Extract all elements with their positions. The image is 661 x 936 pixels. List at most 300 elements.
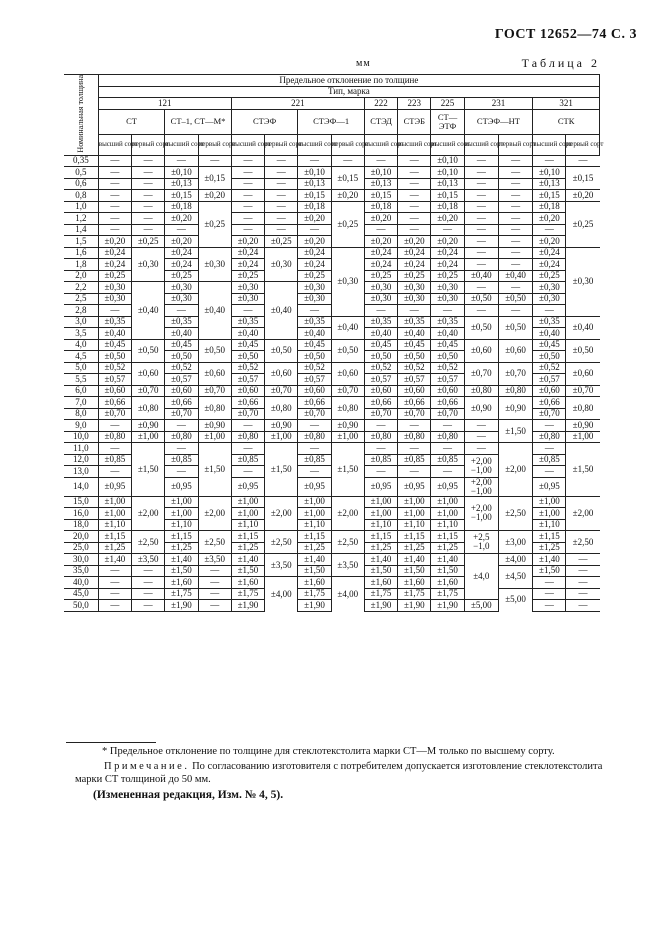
tolerance-cell: ±4,00 [498, 554, 532, 566]
tolerance-cell: ±1,90 [231, 600, 264, 612]
tolerance-cell: ±1,50 [566, 443, 600, 497]
mark-name: СТК [533, 109, 600, 134]
tolerance-cell: ±0,10 [431, 155, 464, 167]
tolerance-cell: — [464, 431, 498, 443]
tolerance-cell: ±1,00 [331, 431, 364, 443]
tolerance-cell: ±0,80 [398, 431, 431, 443]
tolerance-cell: ±0,50 [198, 339, 231, 362]
tolerance-cell: — [231, 178, 264, 190]
tolerance-cell: ±0,24 [298, 259, 331, 271]
tolerance-cell: — [464, 155, 498, 167]
tolerance-cell: ±1,00 [364, 508, 397, 520]
tolerance-cell: ±0,57 [165, 374, 198, 386]
tolerance-cell: ±1,00 [431, 508, 464, 520]
grade-label: высший сорт [298, 134, 331, 155]
table-row [64, 167, 600, 179]
tolerance-cell: ±0,30 [398, 282, 431, 294]
tolerance-cell: ±2,50 [566, 531, 600, 554]
tolerance-cell: ±1,00 [265, 431, 298, 443]
tolerance-cell: ±0,10 [165, 167, 198, 179]
tolerance-cell: — [132, 224, 165, 236]
thickness-cell: 8,0 [64, 408, 98, 420]
tolerance-cell: ±1,50 [231, 565, 264, 577]
tolerance-cell: ±0,95 [431, 477, 464, 496]
tolerance-cell: ±0,50 [98, 351, 131, 363]
tolerance-cell: ±0,25 [165, 270, 198, 282]
tolerance-cell: — [98, 224, 131, 236]
tolerance-cell: ±1,10 [398, 519, 431, 531]
tolerance-cell: ±0,35 [398, 316, 431, 328]
footnote: * Предельное отклонение по толщине для стеклотекстолита марки СТ—М только по высшему сорту. [102, 746, 555, 757]
note-label: Примечание. [104, 761, 190, 772]
tolerance-cell: ±0,24 [398, 247, 431, 259]
tolerance-cell: ±2,50 [498, 496, 532, 531]
tolerance-cell: ±0,70 [198, 385, 231, 397]
tolerance-cell: — [265, 178, 298, 190]
tolerance-cell: ±0,40 [364, 328, 397, 340]
tolerance-cell: ±0,10 [364, 167, 397, 179]
tolerance-cell: ±0,60 [331, 362, 364, 385]
tolerance-cell: — [431, 466, 464, 478]
tolerance-cell: ±0,85 [431, 454, 464, 466]
tolerance-cell: ±0,24 [364, 259, 397, 271]
tolerance-cell: ±0,20 [298, 213, 331, 225]
tolerance-cell: ±1,50 [298, 565, 331, 577]
tolerance-cell: ±1,50 [533, 565, 566, 577]
tolerance-cell: ±1,75 [364, 588, 397, 600]
tolerance-cell: ±0,66 [231, 397, 264, 409]
tolerance-cell: ±0,35 [98, 316, 131, 328]
tolerance-cell: ±1,00 [566, 431, 600, 443]
tolerance-cell: ±0,45 [398, 339, 431, 351]
table-row [64, 443, 600, 455]
thickness-cell: 12,0 [64, 454, 98, 466]
tolerance-cell: ±0,57 [298, 374, 331, 386]
tolerance-cell: — [398, 155, 431, 167]
tolerance-cell: ±1,15 [533, 531, 566, 543]
tolerance-cell: ±0,25 [331, 201, 364, 247]
thickness-cell: 2,2 [64, 282, 98, 294]
tolerance-cell: ±0,10 [533, 167, 566, 179]
tolerance-cell: — [464, 420, 498, 432]
tolerance-cell: ±0,25 [198, 201, 231, 247]
table-row [64, 531, 600, 543]
tolerance-cell: ±0,20 [566, 190, 600, 202]
tolerance-cell: ±0,30 [533, 282, 566, 294]
tolerance-cell: ±0,52 [165, 362, 198, 374]
tolerance-cell: ±2,00 [198, 496, 231, 531]
tolerance-cell: — [98, 190, 131, 202]
tolerance-cell: ±0,66 [398, 397, 431, 409]
tolerance-cell: — [98, 178, 131, 190]
table-row [64, 385, 600, 397]
tolerance-cell: — [132, 213, 165, 225]
tolerance-cell: — [464, 213, 498, 225]
tolerance-cell: — [132, 167, 165, 179]
tolerance-cell: ±0,52 [533, 362, 566, 374]
tolerance-cell: ±0,50 [498, 293, 532, 305]
thickness-cell: 15,0 [64, 496, 98, 508]
tolerance-cell: ±0,52 [431, 362, 464, 374]
tolerance-cell: ±0,30 [98, 293, 131, 305]
tolerance-cell: ±0,66 [431, 397, 464, 409]
tolerance-cell: ±0,25 [364, 270, 397, 282]
tolerance-cell: — [498, 236, 532, 248]
tolerance-cell: ±0,20 [364, 236, 397, 248]
thickness-cell: 3,0 [64, 316, 98, 328]
tolerance-cell: — [231, 466, 264, 478]
grade-label: первый сорт [132, 134, 165, 155]
tolerance-cell: ±1,50 [331, 443, 364, 497]
tolerance-cell: ±1,40 [165, 554, 198, 566]
tolerance-cell: ±0,90 [498, 397, 532, 420]
tolerance-table [64, 74, 604, 612]
tolerance-cell: ±1,00 [364, 496, 397, 508]
tolerance-cell: ±0,30 [398, 293, 431, 305]
grade-label: первый сорт [331, 134, 364, 155]
tolerance-cell: ±1,60 [364, 577, 397, 589]
tolerance-cell: ±1,15 [364, 531, 397, 543]
tolerance-cell: ±0,70 [498, 362, 532, 385]
table-row [64, 155, 600, 167]
note-text: По согласованию изготовителя с потребителем допускается изготовление стеклотекстолита марки СТ толщиной до 50 мм. [75, 761, 603, 785]
tolerance-cell: ±0,70 [464, 362, 498, 385]
tolerance-cell: ±1,00 [165, 496, 198, 508]
type-code: 321 [533, 98, 600, 110]
thickness-cell: 1,6 [64, 247, 98, 259]
tolerance-cell: ±0,20 [331, 190, 364, 202]
tolerance-cell: ±1,15 [98, 531, 131, 543]
table-row [64, 397, 600, 409]
tolerance-cell: ±0,24 [533, 259, 566, 271]
tolerance-cell: ±0,50 [431, 351, 464, 363]
tolerance-cell: ±0,25 [265, 236, 298, 248]
page-header: ГОСТ 12652—74 С. 3 [494, 27, 637, 42]
tolerance-cell: — [364, 305, 397, 317]
stub-header-text: Номинальная толщина [75, 75, 85, 153]
tolerance-cell: +2,00 −1,00 [464, 477, 498, 496]
tolerance-cell: — [298, 443, 331, 455]
table-row [64, 190, 600, 202]
tolerance-cell: ±0,95 [98, 477, 131, 496]
tolerance-cell: ±0,18 [165, 201, 198, 213]
tolerance-cell: ±0,15 [566, 167, 600, 190]
tolerance-cell: ±0,95 [398, 477, 431, 496]
table-row [64, 247, 600, 259]
tolerance-cell: ±0,45 [533, 339, 566, 351]
tolerance-cell: — [533, 600, 566, 612]
tolerance-cell: ±0,50 [566, 339, 600, 362]
tolerance-cell: ±0,13 [364, 178, 397, 190]
type-code: 221 [231, 98, 364, 110]
tolerance-cell: ±0,30 [364, 293, 397, 305]
tolerance-cell: ±2,50 [198, 531, 231, 554]
tolerance-cell: ±0,40 [464, 270, 498, 282]
tolerance-cell: ±0,50 [464, 316, 498, 339]
tolerance-cell: ±0,30 [231, 282, 264, 294]
tolerance-cell: — [298, 155, 331, 167]
tolerance-cell: ±0,18 [298, 201, 331, 213]
grade-label: высший сорт [464, 134, 498, 155]
tolerance-cell: ±0,90 [331, 420, 364, 432]
tolerance-cell: ±0,85 [98, 454, 131, 466]
tolerance-cell: ±1,75 [231, 588, 264, 600]
tolerance-cell: ±0,95 [298, 477, 331, 496]
tolerance-cell: ±0,70 [265, 385, 298, 397]
tolerance-cell: ±0,52 [298, 362, 331, 374]
tolerance-cell: ±0,66 [165, 397, 198, 409]
thickness-cell: 2,0 [64, 270, 98, 282]
tolerance-cell: ±1,10 [98, 519, 131, 531]
tolerance-cell: ±0,15 [431, 190, 464, 202]
type-header: Тип, марка [98, 86, 599, 98]
tolerance-cell: ±0,13 [533, 178, 566, 190]
tolerance-cell: ±4,0 [464, 554, 498, 600]
tolerance-cell: ±0,13 [431, 178, 464, 190]
tolerance-cell: ±0,40 [165, 328, 198, 340]
tolerance-cell: ±0,57 [98, 374, 131, 386]
tolerance-cell: — [398, 420, 431, 432]
tolerance-cell: ±1,75 [165, 588, 198, 600]
tolerance-cell: ±1,60 [231, 577, 264, 589]
tolerance-cell: ±0,52 [398, 362, 431, 374]
tolerance-cell: ±0,24 [364, 247, 397, 259]
mark-name: СТЭБ [398, 109, 431, 134]
tolerance-cell: ±0,45 [364, 339, 397, 351]
tolerance-cell: — [265, 201, 298, 213]
tolerance-cell: ±0,52 [364, 362, 397, 374]
tolerance-cell: — [265, 190, 298, 202]
tolerance-cell: — [98, 420, 131, 432]
thickness-cell: 1,8 [64, 259, 98, 271]
tolerance-cell: ±0,57 [431, 374, 464, 386]
tolerance-cell: ±0,25 [231, 270, 264, 282]
tolerance-cell: ±0,66 [364, 397, 397, 409]
tolerance-cell: ±0,40 [533, 328, 566, 340]
tolerance-cell: ±0,35 [533, 316, 566, 328]
tolerance-cell: — [231, 213, 264, 225]
tolerance-cell: ±0,52 [231, 362, 264, 374]
tolerance-cell: ±0,30 [364, 282, 397, 294]
tolerance-cell: — [298, 224, 331, 236]
tolerance-cell: — [533, 577, 566, 589]
tolerance-cell: ±1,50 [265, 443, 298, 497]
table-row [64, 554, 600, 566]
tolerance-cell: ±0,80 [98, 431, 131, 443]
thickness-cell: 1,4 [64, 224, 98, 236]
tolerance-cell: +2,00 −1,00 [464, 496, 498, 531]
tolerance-cell: — [498, 201, 532, 213]
tolerance-cell: ±0,24 [165, 259, 198, 271]
tolerance-cell: ±0,25 [398, 270, 431, 282]
tolerance-cell: ±0,30 [431, 282, 464, 294]
tolerance-cell: ±3,00 [498, 531, 532, 554]
tolerance-cell: ±0,85 [298, 454, 331, 466]
thickness-cell: 5,0 [64, 362, 98, 374]
tolerance-cell: ±1,60 [431, 577, 464, 589]
tolerance-cell: ±0,24 [533, 247, 566, 259]
tolerance-cell: ±1,15 [398, 531, 431, 543]
tolerance-cell: ±0,60 [464, 339, 498, 362]
tolerance-cell: ±0,40 [566, 316, 600, 339]
tolerance-cell: ±1,40 [98, 554, 131, 566]
tolerance-cell: — [566, 588, 600, 600]
tolerance-cell: — [464, 236, 498, 248]
type-code: 222 [364, 98, 397, 110]
thickness-cell: 1,5 [64, 236, 98, 248]
tolerance-cell: ±0,90 [566, 420, 600, 432]
thickness-cell: 18,0 [64, 519, 98, 531]
tolerance-cell: ±0,85 [533, 454, 566, 466]
table-row [64, 496, 600, 508]
tolerance-cell: — [364, 443, 397, 455]
thickness-cell: 13,0 [64, 466, 98, 478]
tolerance-cell: ±0,66 [98, 397, 131, 409]
tolerance-cell: ±0,30 [165, 282, 198, 294]
tolerance-cell: — [464, 443, 498, 455]
tolerance-cell: ±1,40 [398, 554, 431, 566]
tolerance-cell: ±0,95 [533, 477, 566, 496]
tolerance-cell: — [198, 565, 231, 577]
tolerance-cell: ±0,66 [298, 397, 331, 409]
tolerance-cell: ±0,15 [165, 190, 198, 202]
tolerance-cell: ±0,57 [398, 374, 431, 386]
tolerance-cell: ±0,45 [431, 339, 464, 351]
tolerance-cell: ±0,24 [431, 247, 464, 259]
tolerance-cell: ±1,25 [231, 542, 264, 554]
tolerance-cell: — [331, 155, 364, 167]
tolerance-cell: — [431, 305, 464, 317]
tolerance-cell: ±0,35 [298, 316, 331, 328]
tolerance-cell: ±2,00 [331, 496, 364, 531]
tolerance-cell: — [533, 224, 566, 236]
mark-name: СТ–1, СТ—М* [165, 109, 232, 134]
tolerance-cell: — [132, 588, 165, 600]
tolerance-cell: — [464, 224, 498, 236]
tolerance-cell: ±0,24 [231, 247, 264, 259]
thickness-cell: 25,0 [64, 542, 98, 554]
tolerance-cell: — [364, 466, 397, 478]
tolerance-cell: ±0,18 [533, 201, 566, 213]
tolerance-cell: ±1,00 [98, 496, 131, 508]
tolerance-cell: ±2,50 [265, 531, 298, 554]
tolerance-cell: — [165, 466, 198, 478]
tolerance-cell: ±0,50 [364, 351, 397, 363]
tolerance-cell: ±1,25 [98, 542, 131, 554]
tolerance-cell: — [231, 167, 264, 179]
tolerance-cell: ±0,30 [533, 293, 566, 305]
tolerance-cell: ±0,15 [364, 190, 397, 202]
tolerance-cell: ±0,10 [298, 167, 331, 179]
tolerance-cell: ±0,70 [364, 408, 397, 420]
tolerance-cell: ±0,20 [231, 236, 264, 248]
tolerance-cell: ±0,60 [98, 385, 131, 397]
tolerance-cell: ±0,40 [398, 328, 431, 340]
tolerance-cell: ±0,20 [298, 236, 331, 248]
tolerance-cell: ±0,70 [132, 385, 165, 397]
tolerance-cell: — [231, 201, 264, 213]
tolerance-cell: ±2,50 [132, 531, 165, 554]
thickness-cell: 11,0 [64, 443, 98, 455]
tolerance-cell: — [364, 155, 397, 167]
tolerance-cell: ±1,50 [198, 443, 231, 497]
table-row [64, 362, 600, 374]
grade-label: высший сорт [431, 134, 464, 155]
tolerance-cell: — [364, 224, 397, 236]
tolerance-cell: ±0,25 [298, 270, 331, 282]
tolerance-cell: — [533, 305, 566, 317]
tolerance-cell: ±1,00 [98, 508, 131, 520]
tolerance-cell: ±0,30 [132, 247, 165, 282]
tolerance-cell: ±0,85 [398, 454, 431, 466]
tolerance-cell: — [398, 167, 431, 179]
tolerance-cell: ±0,25 [533, 270, 566, 282]
thickness-cell: 7,0 [64, 397, 98, 409]
tolerance-cell: ±0,70 [98, 408, 131, 420]
tolerance-cell: ±1,10 [298, 519, 331, 531]
tolerance-cell: ±2,00 [132, 496, 165, 531]
tolerance-cell: — [464, 305, 498, 317]
thickness-cell: 0,6 [64, 178, 98, 190]
tolerance-cell: ±0,60 [198, 362, 231, 385]
tolerance-cell: ±3,50 [132, 554, 165, 566]
thickness-cell: 4,5 [64, 351, 98, 363]
tolerance-cell: ±0,40 [265, 282, 298, 340]
tolerance-cell: ±0,40 [331, 316, 364, 339]
mark-name: СТ [98, 109, 165, 134]
tolerance-cell: ±0,70 [331, 385, 364, 397]
tolerance-cell: ±1,00 [231, 508, 264, 520]
tolerance-cell: ±0,90 [265, 420, 298, 432]
tolerance-cell: ±0,57 [533, 374, 566, 386]
tolerance-cell: — [231, 190, 264, 202]
tolerance-cell: ±4,00 [331, 577, 364, 612]
tolerance-cell: +2,5 −1,0 [464, 531, 498, 554]
tolerance-cell: — [231, 305, 264, 317]
tolerance-cell: ±0,15 [298, 190, 331, 202]
tolerance-cell: — [398, 466, 431, 478]
tolerance-cell: — [566, 554, 600, 566]
tolerance-cell: ±0,80 [364, 431, 397, 443]
tolerance-cell: ±1,00 [165, 508, 198, 520]
type-code: 121 [98, 98, 231, 110]
tolerance-cell: — [566, 565, 600, 577]
tolerance-cell: — [566, 155, 600, 167]
tolerance-cell: ±1,75 [298, 588, 331, 600]
tolerance-cell: ±0,80 [298, 431, 331, 443]
tolerance-cell: ±0,15 [198, 167, 231, 190]
tolerance-cell: ±1,50 [132, 443, 165, 497]
tolerance-cell: — [298, 466, 331, 478]
type-code: 225 [431, 98, 464, 110]
tolerance-cell: ±0,35 [165, 316, 198, 328]
tolerance-cell: ±0,80 [498, 385, 532, 397]
tolerance-cell: ±0,50 [464, 293, 498, 305]
tolerance-cell: ±0,70 [431, 408, 464, 420]
tolerance-cell: — [533, 588, 566, 600]
tolerance-cell: ±0,90 [198, 420, 231, 432]
tolerance-cell: ±0,90 [132, 420, 165, 432]
tolerance-cell: ±1,00 [298, 496, 331, 508]
thickness-cell: 9,0 [64, 420, 98, 432]
tolerance-cell: ±0,45 [98, 339, 131, 351]
tolerance-cell: — [533, 466, 566, 478]
thickness-cell: 1,2 [64, 213, 98, 225]
tolerance-cell: — [165, 420, 198, 432]
tolerance-cell: — [398, 201, 431, 213]
tolerance-cell: ±0,10 [431, 167, 464, 179]
tolerance-cell: ±0,20 [431, 213, 464, 225]
